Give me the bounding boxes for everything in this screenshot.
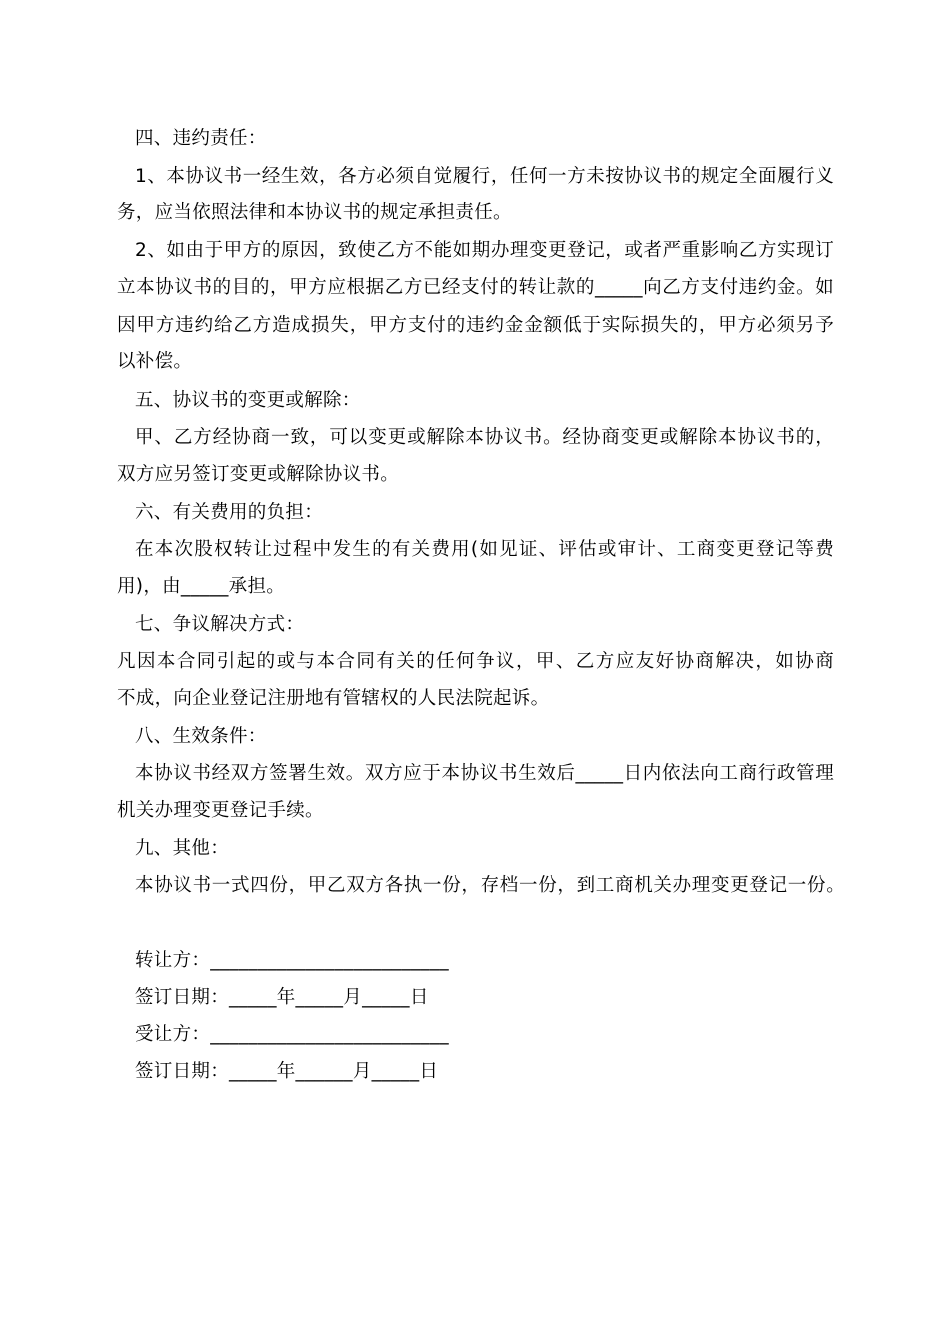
section-6-heading: 六、有关费用的负担： <box>135 502 324 523</box>
transferee-signature-line: 受让方：_________________________ <box>135 1024 449 1045</box>
section-4-clause-2-line-1: 2、如由于甲方的原因，致使乙方不能如期办理变更登记，或者严重影响乙方实现订 <box>135 240 834 261</box>
section-5-heading: 五、协议书的变更或解除： <box>135 390 361 411</box>
section-6-line-1: 在本次股权转让过程中发生的有关费用(如见证、评估或审计、工商变更登记等费 <box>135 539 834 560</box>
section-4-clause-2-line-4: 以补偿。 <box>117 351 193 372</box>
section-9-heading: 九、其他： <box>135 838 230 859</box>
signing-date-line-1: 签订日期：_____年_____月_____日 <box>135 987 429 1008</box>
section-7-line-2: 不成，向企业登记注册地有管辖权的人民法院起诉。 <box>117 688 550 709</box>
section-4-clause-2-line-2: 立本协议书的目的，甲方应根据乙方已经支付的转让款的_____向乙方支付违约金。如 <box>117 277 834 298</box>
section-8-line-1: 本协议书经双方签署生效。双方应于本协议书生效后_____日内依法向工商行政管理 <box>135 763 834 784</box>
section-7-heading: 七、争议解决方式： <box>135 614 305 635</box>
section-5-line-1: 甲、乙方经协商一致，可以变更或解除本协议书。经协商变更或解除本协议书的， <box>135 427 834 448</box>
section-4-heading: 四、违约责任： <box>135 128 267 149</box>
section-8-heading: 八、生效条件： <box>135 726 267 747</box>
section-4-clause-1-line-2: 务，应当依照法律和本协议书的规定承担责任。 <box>117 202 512 223</box>
transferor-signature-line: 转让方：_________________________ <box>135 950 449 971</box>
section-8-line-2: 机关办理变更登记手续。 <box>117 800 324 821</box>
section-6-line-2: 用)，由_____承担。 <box>117 576 286 597</box>
section-4-clause-1-line-1: 1、本协议书一经生效，各方必须自觉履行，任何一方未按协议书的规定全面履行义 <box>135 166 834 187</box>
signing-date-line-2: 签订日期：_____年______月_____日 <box>135 1061 439 1082</box>
section-5-line-2: 双方应另签订变更或解除协议书。 <box>117 464 400 485</box>
section-4-clause-2-line-3: 因甲方违约给乙方造成损失，甲方支付的违约金金额低于实际损失的，甲方必须另予 <box>117 315 834 336</box>
section-7-line-1: 凡因本合同引起的或与本合同有关的任何争议，甲、乙方应友好协商解决，如协商 <box>117 651 834 672</box>
section-9-line-1: 本协议书一式四份，甲乙双方各执一份，存档一份，到工商机关办理变更登记一份。 <box>135 875 845 896</box>
